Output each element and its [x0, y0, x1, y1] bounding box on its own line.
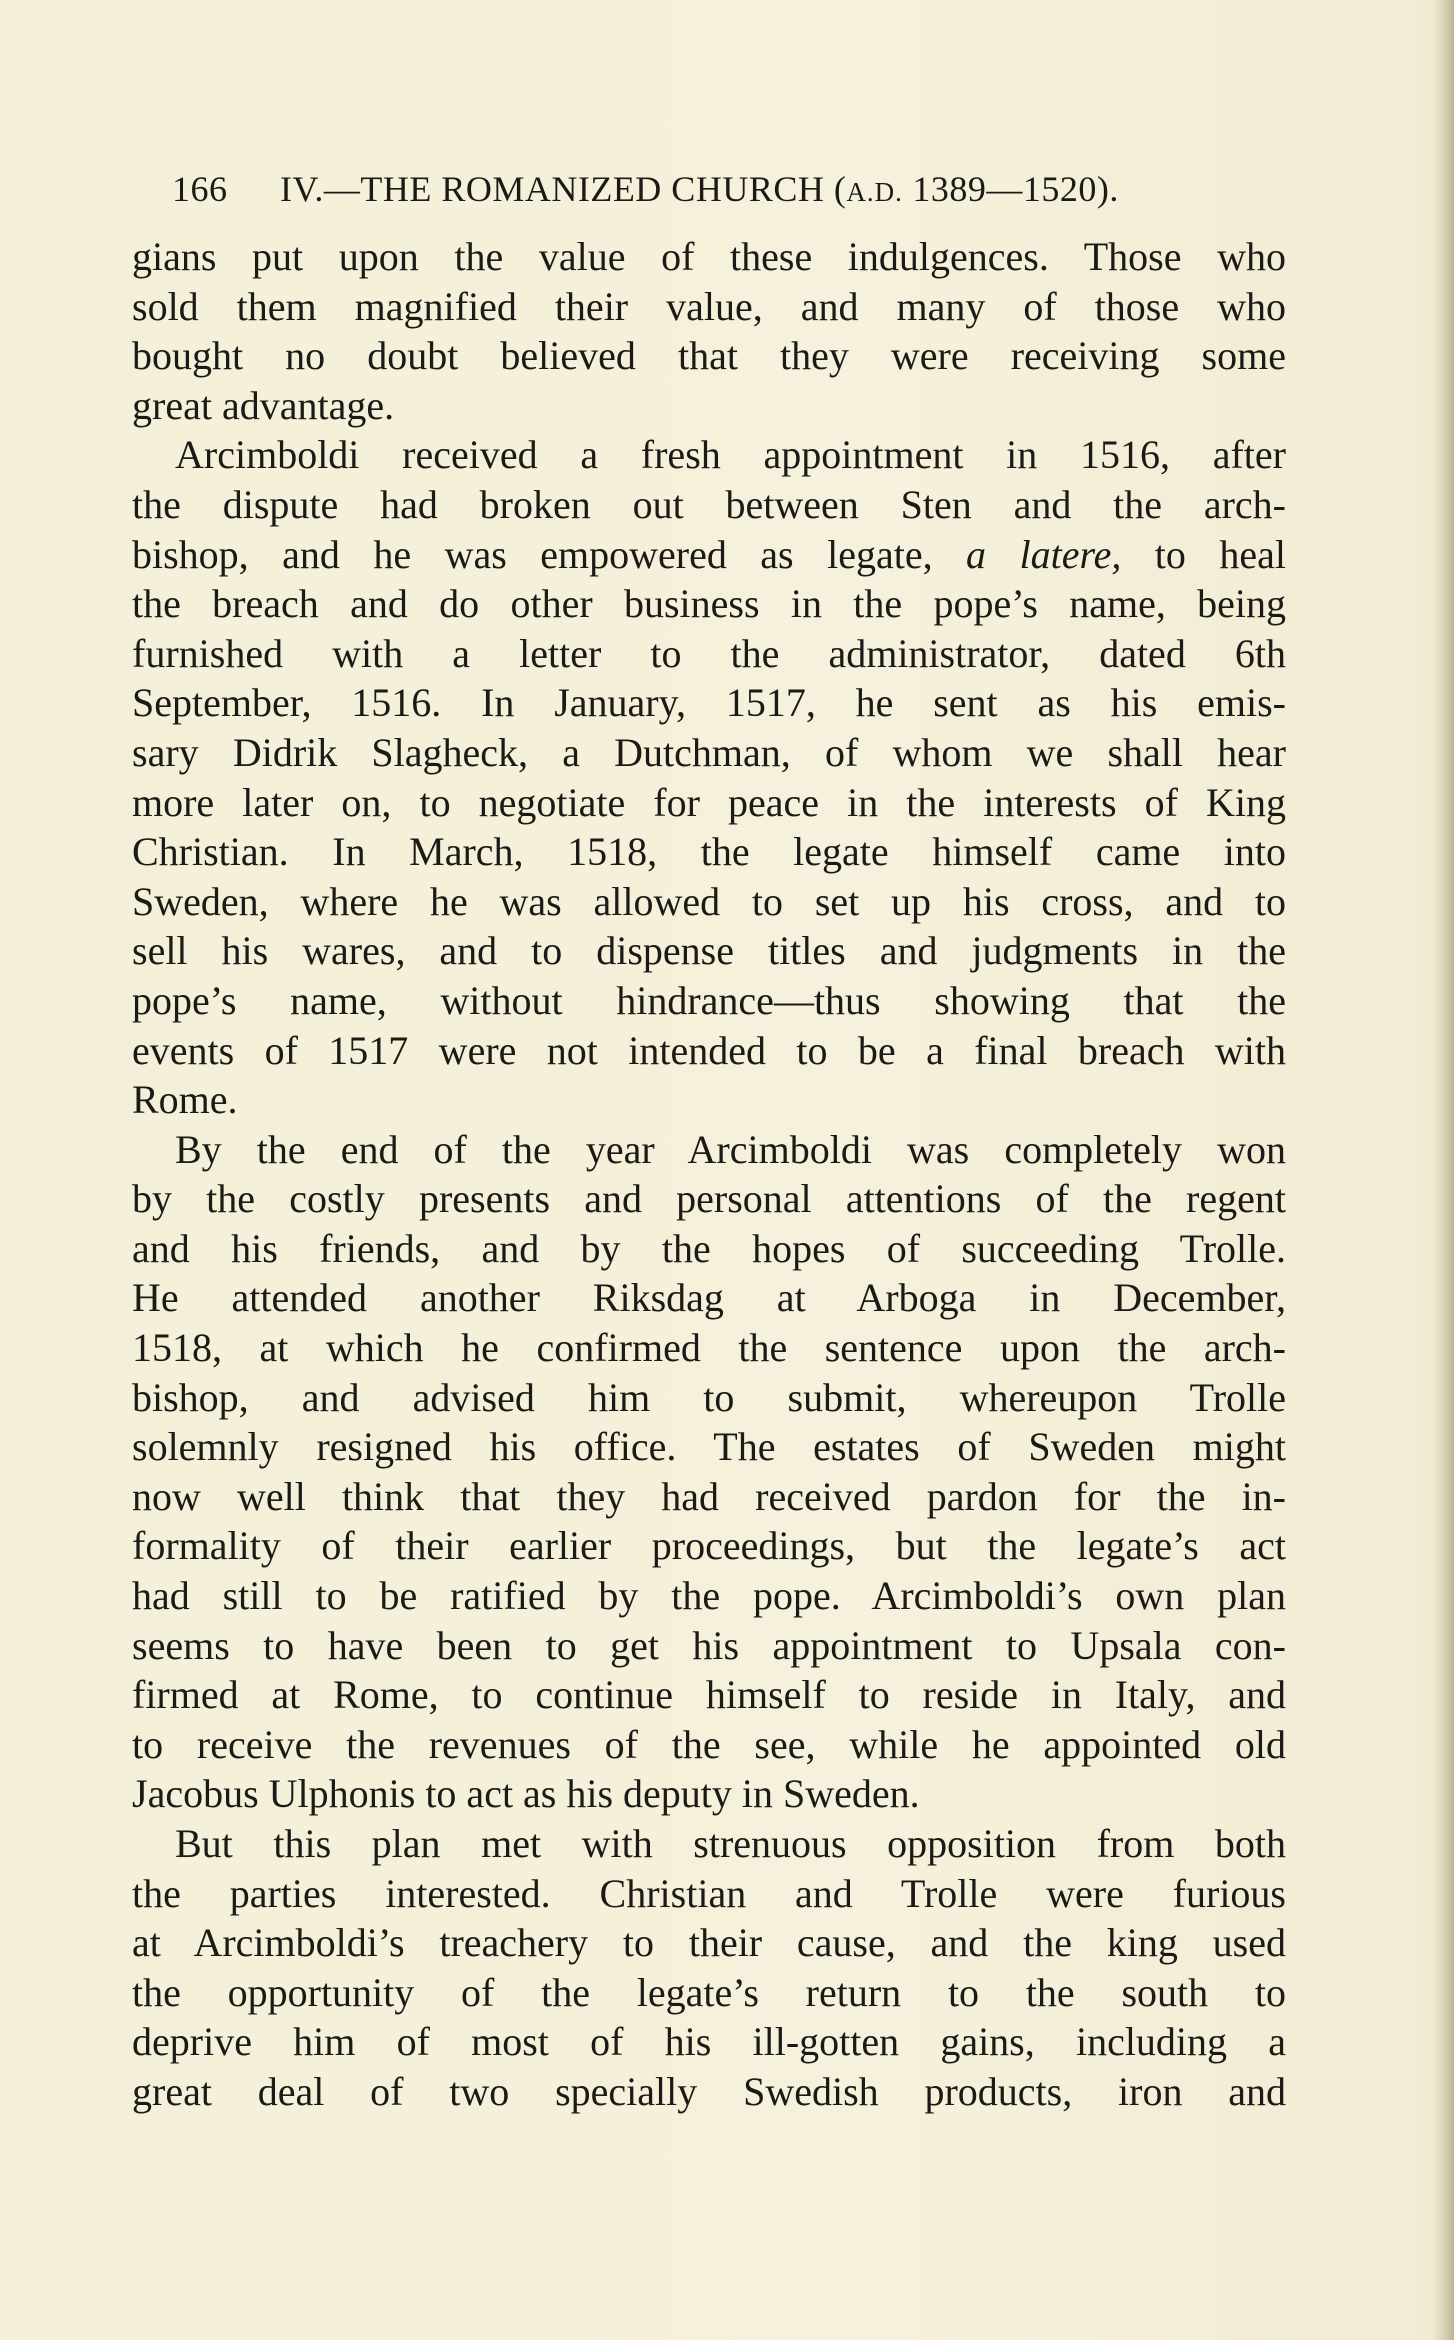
chapter-title — [280, 164, 1119, 217]
text-line: gians put upon the value of these indulgences. Those who — [132, 234, 1286, 279]
text-line: seems to have been to get his appointment to Upsala con- — [132, 1622, 1286, 1668]
text-line: sary Didrik Slagheck, a Dutchman, of whom we shall hear — [132, 729, 1286, 775]
text-line: furnished with a letter to the administrator, dated 6th — [132, 630, 1286, 676]
text-line: by the costly presents and personal attentions of the regent — [132, 1176, 1286, 1222]
text-line: pope’s name, without hindrance—thus showing that the — [132, 977, 1286, 1023]
text-line: more later on, to negotiate for peace in the interests of King — [132, 779, 1286, 825]
text-line: the dispute had broken out between Sten and the arch- — [132, 481, 1286, 527]
text-line: Christian. In March, 1518, the legate himself came into — [132, 829, 1286, 875]
text-line: firmed at Rome, to continue himself to reside in Italy, and — [132, 1672, 1286, 1718]
page-edge — [1432, 0, 1454, 2340]
text-line: sold them magnified their value, and many of those who — [132, 283, 1286, 329]
page-number: 166 — [172, 169, 228, 209]
text-line: formality of their earlier proceedings, but the legate’s act — [132, 1523, 1286, 1569]
text-line: Rome. — [132, 1077, 238, 1123]
text-run: to heal — [1121, 531, 1286, 577]
text-line: bought no doubt believed that they were receiving some — [132, 333, 1286, 379]
text-line: had still to be ratified by the pope. Arcimboldi’s own plan — [132, 1573, 1286, 1619]
body-text — [132, 232, 1286, 2117]
chapter-title-part: IV.—THE ROMANIZED CHURCH ( — [280, 169, 847, 209]
text-line: to receive the revenues of the see, while he appointed old — [132, 1721, 1286, 1767]
chapter-title-ad: A.D. — [846, 177, 903, 207]
text-line: the parties interested. Christian and Trolle were furious — [132, 1870, 1286, 1916]
text-line: events of 1517 were not intended to be a final breach with — [132, 1027, 1286, 1073]
running-head — [172, 164, 1292, 214]
italic-phrase: a latere, — [966, 531, 1122, 577]
text-line: and his friends, and by the hopes of succeeding Trolle. — [132, 1225, 1286, 1271]
text-line: great advantage. — [132, 382, 395, 428]
text-line: deprive him of most of his ill-gotten gains, including a — [132, 2019, 1286, 2065]
paragraph-start-line: Arcimboldi received a fresh appointment in 1516, after — [175, 432, 1286, 478]
text-line: now well think that they had received pardon for the in- — [132, 1473, 1286, 1519]
text-line: September, 1516. In January, 1517, he sent as his emis- — [132, 680, 1286, 726]
text-run: bishop, and he was empowered as legate, — [132, 531, 967, 577]
paragraph-start-line: By the end of the year Arcimboldi was completely won — [175, 1126, 1286, 1172]
text-line: great deal of two specially Swedish products, iron and — [132, 2068, 1286, 2114]
text-line: bishop, and advised him to submit, whereupon Trolle — [132, 1374, 1286, 1420]
text-line: solemnly resigned his office. The estates of Sweden might — [132, 1424, 1286, 1470]
text-line: sell his wares, and to dispense titles and judgments in the — [132, 928, 1286, 974]
text-line: at Arcimboldi’s treachery to their cause, and the king used — [132, 1920, 1286, 1966]
text-line: the breach and do other business in the pope’s name, being — [132, 581, 1286, 627]
text-line: He attended another Riksdag at Arboga in December, — [132, 1275, 1286, 1321]
text-line: Sweden, where he was allowed to set up his cross, and to — [132, 878, 1286, 924]
text-line: the opportunity of the legate’s return to the south to — [132, 1969, 1286, 2015]
text-line: Jacobus Ulphonis to act as his deputy in Sweden. — [132, 1771, 920, 1817]
text-line — [132, 530, 1286, 580]
text-line: 1518, at which he confirmed the sentence upon the arch- — [132, 1325, 1286, 1371]
paragraph-start-line: But this plan met with strenuous opposition from both — [175, 1821, 1286, 1866]
chapter-title-dates: 1389—1520). — [902, 169, 1119, 209]
